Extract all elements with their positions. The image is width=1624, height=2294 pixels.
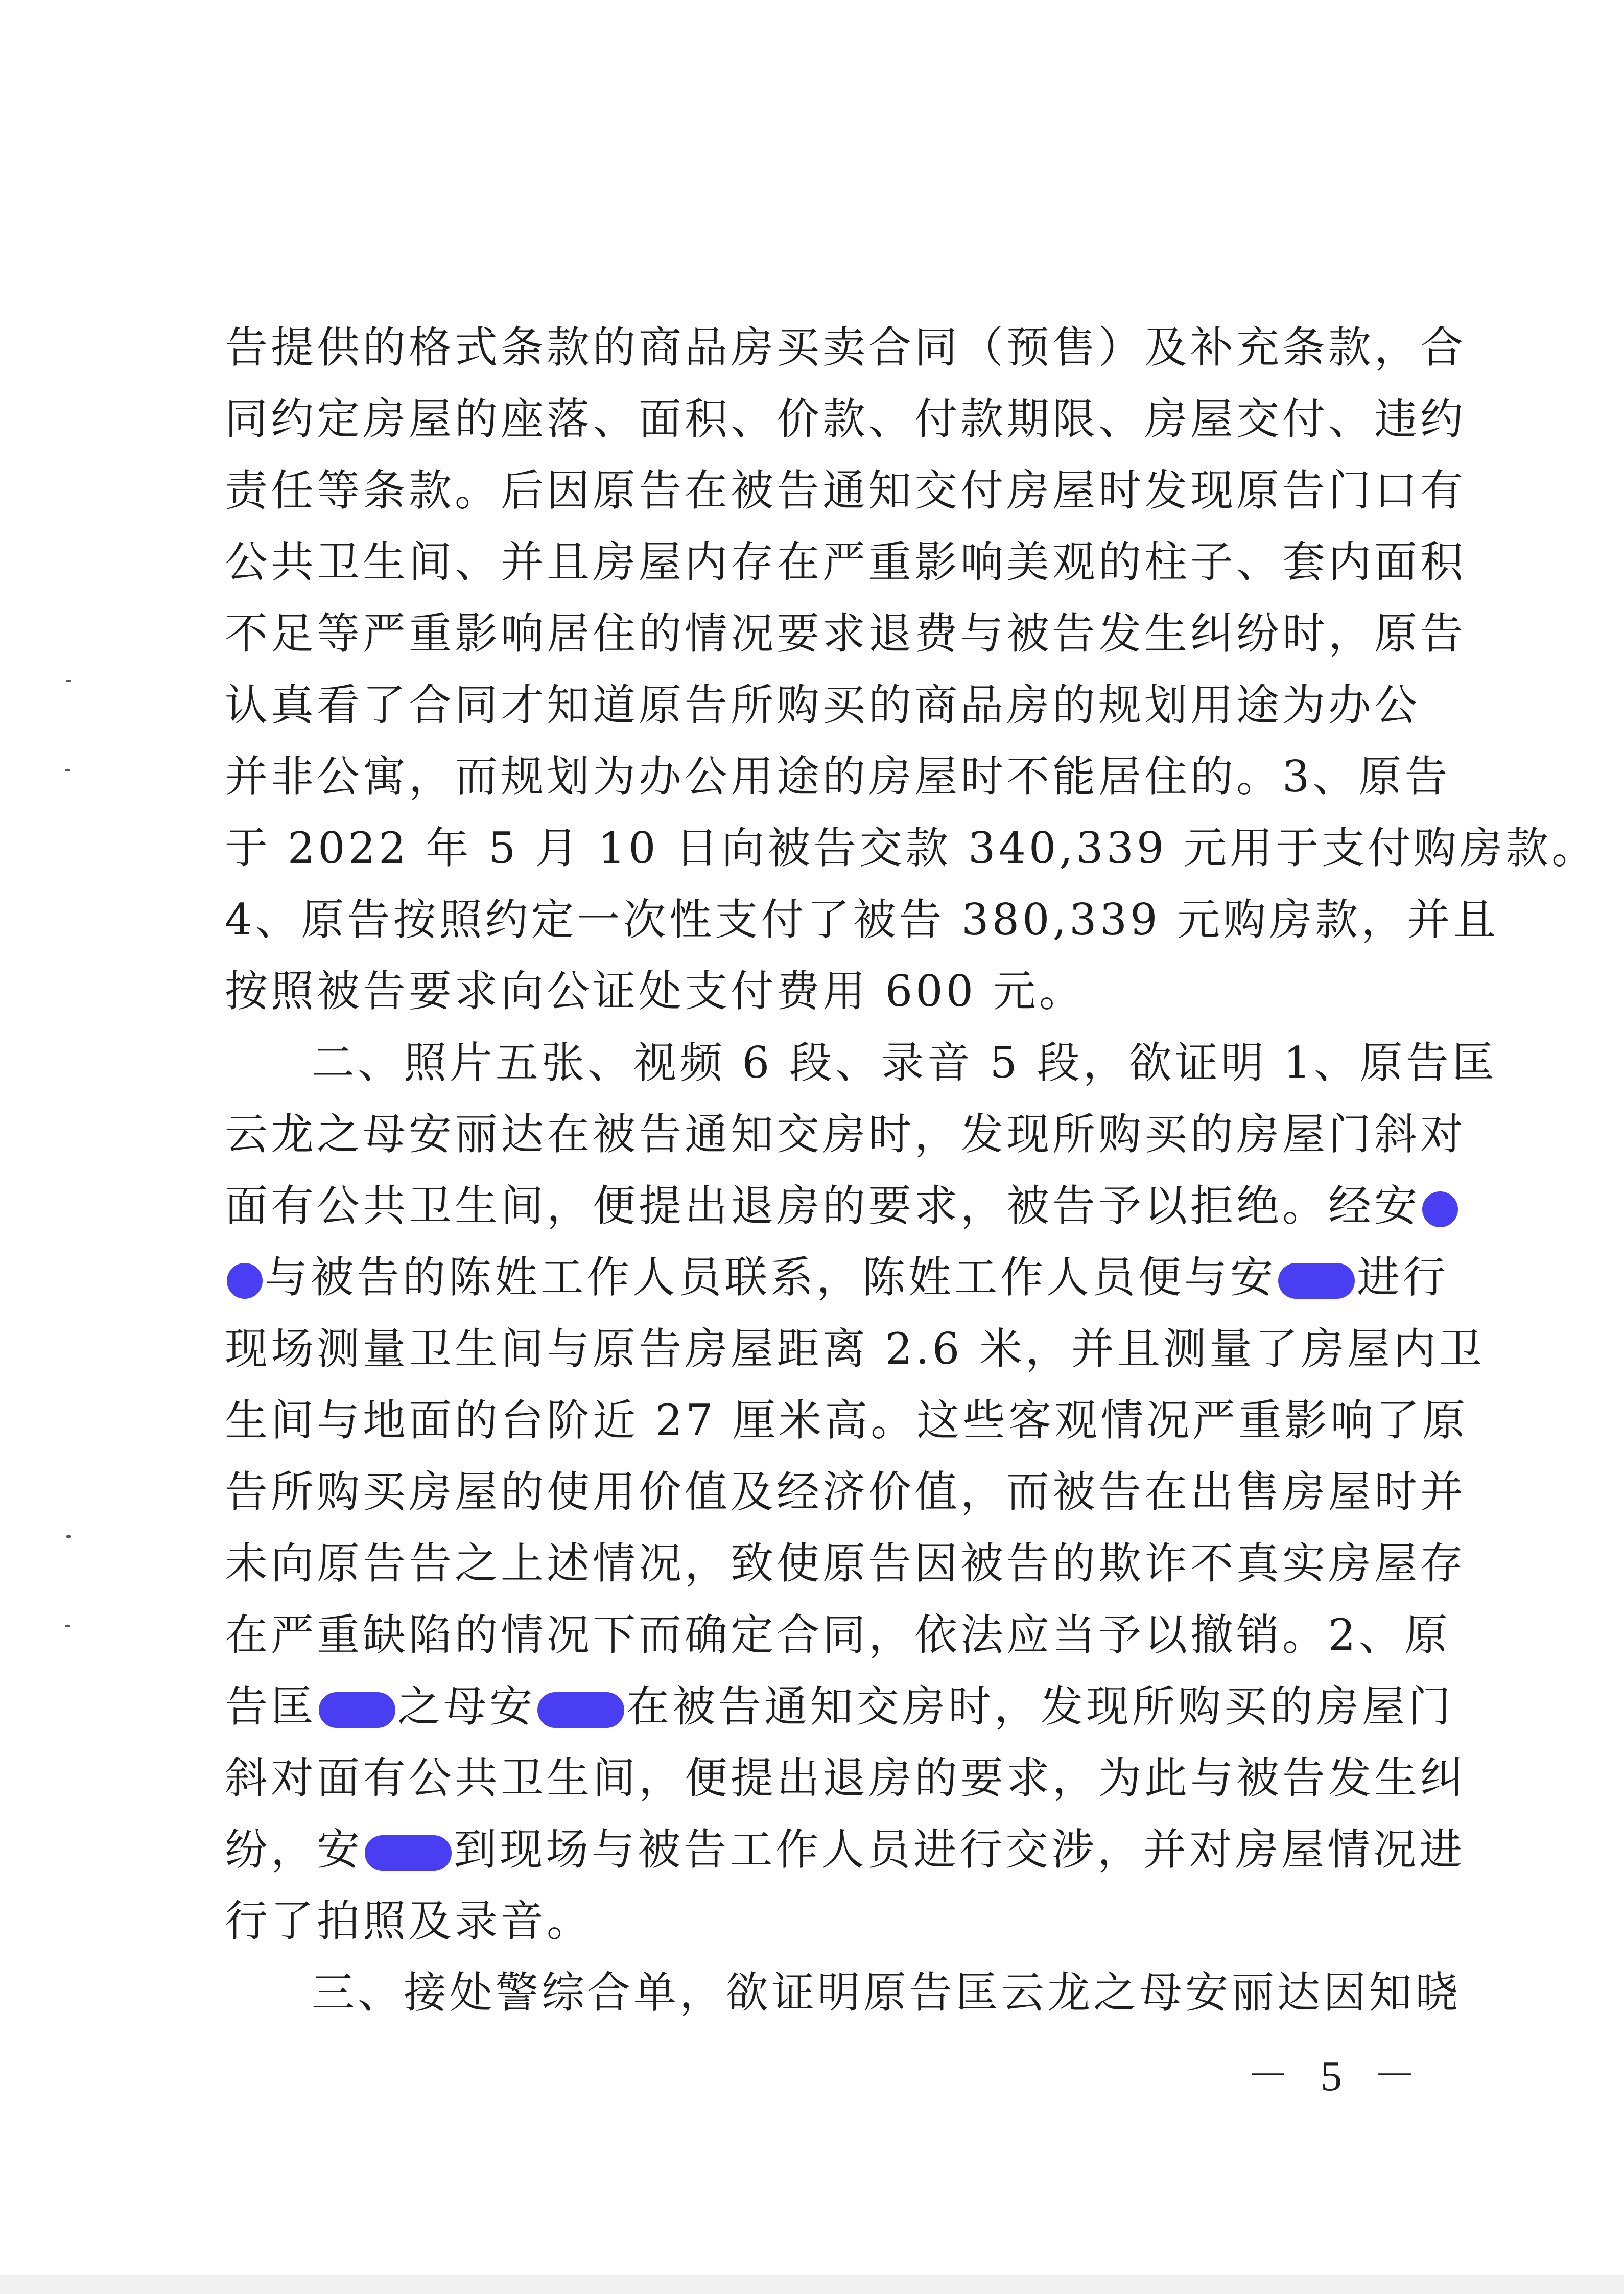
redaction-mark xyxy=(365,1835,452,1871)
paragraph-start-line: 二、照片五张、视频 6 段、录音 5 段，欲证明 1、原告匡 xyxy=(312,1038,1498,1088)
text-segment: 进行 xyxy=(1357,1252,1449,1302)
scan-speck xyxy=(66,680,71,682)
scan-speck xyxy=(65,769,70,771)
redaction-mark xyxy=(537,1692,624,1728)
text-line: 未向原告告之上述情况，致使原告因被告的欺诈不真实房屋存 xyxy=(225,1538,1467,1588)
text-line xyxy=(225,1671,1454,1742)
text-line: 告所购买房屋的使用价值及经济价值，而被告在出售房屋时并 xyxy=(225,1467,1467,1517)
text-line: 行了拍照及录音。 xyxy=(225,1896,593,1946)
text-line: 按照被告要求向公证处支付费用 600 元。 xyxy=(225,966,1085,1016)
redaction-mark xyxy=(319,1692,395,1728)
text-segment: 在被告通知交房时，发现所购买的房屋门 xyxy=(626,1681,1454,1731)
page-number: － 5 － xyxy=(1246,2052,1427,2100)
text-line: 在严重缺陷的情况下而确定合同，依法应当予以撤销。2、原 xyxy=(225,1610,1451,1660)
text-line: 认真看了合同才知道原告所购买的商品房的规划用途为办公 xyxy=(225,680,1421,730)
text-segment: 面有公共卫生间，便提出退房的要求，被告予以拒绝。经安 xyxy=(225,1181,1421,1231)
text-segment: 告匡 xyxy=(225,1681,317,1731)
redaction-mark xyxy=(227,1263,263,1299)
redaction-mark xyxy=(1278,1263,1355,1299)
text-line: 并非公寓，而规划为办公用途的房屋时不能居住的。3、原告 xyxy=(225,752,1451,802)
text-segment: 与被告的陈姓工作人员联系，陈姓工作人员便与安 xyxy=(265,1252,1277,1302)
text-line: 于 2022 年 5 月 10 日向被告交款 340,339 元用于支付购房款。 xyxy=(225,823,1598,873)
text-line: 不足等严重影响居住的情况要求退费与被告发生纠纷时，原告 xyxy=(225,608,1467,659)
scan-edge xyxy=(0,2275,1624,2294)
scan-speck xyxy=(66,1535,71,1538)
document-body xyxy=(225,312,1598,2028)
text-line: 同约定房屋的座落、面积、价款、付款期限、房屋交付、违约 xyxy=(225,394,1467,444)
paragraph-start-line: 三、接处警综合单，欲证明原告匡云龙之母安丽达因知晓 xyxy=(312,1968,1462,2018)
text-segment: 纷，安 xyxy=(225,1824,363,1875)
text-line: 公共卫生间、并且房屋内存在严重影响美观的柱子、套内面积 xyxy=(225,537,1467,587)
text-line xyxy=(225,1170,1421,1242)
text-segment: 之母安 xyxy=(397,1681,536,1731)
scan-speck xyxy=(65,1625,70,1627)
text-line: 4、原告按照约定一次性支付了被告 380,339 元购房款，并且 xyxy=(225,895,1499,945)
text-line: 云龙之母安丽达在被告通知交房时，发现所购买的房屋门斜对 xyxy=(225,1109,1467,1159)
text-line: 斜对面有公共卫生间，便提出退房的要求，为此与被告发生纠 xyxy=(225,1753,1467,1803)
text-line: 责任等条款。后因原告在被告通知交付房屋时发现原告门口有 xyxy=(225,465,1467,516)
text-line: 生间与地面的台阶近 27 厘米高。这些客观情况严重影响了原 xyxy=(225,1395,1469,1445)
text-line: 告提供的格式条款的商品房买卖合同（预售）及补充条款，合 xyxy=(225,322,1467,372)
redaction-mark xyxy=(1422,1191,1458,1227)
text-line xyxy=(225,1242,1449,1313)
text-segment: 到现场与被告工作人员进行交涉，并对房屋情况进 xyxy=(454,1824,1466,1875)
text-line xyxy=(225,1814,1466,1885)
text-line: 现场测量卫生间与原告房屋距离 2.6 米，并且测量了房屋内卫 xyxy=(225,1324,1485,1374)
